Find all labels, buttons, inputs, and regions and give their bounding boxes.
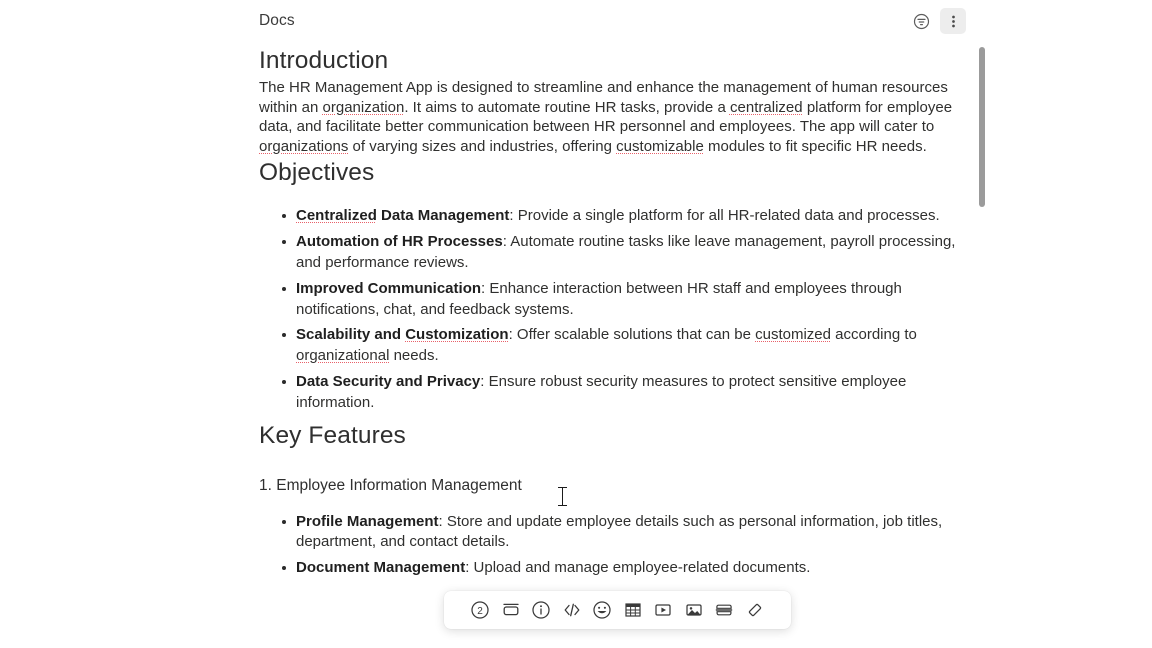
divider-button[interactable]	[712, 598, 736, 622]
list-item: Scalability and Customization: Offer scalable solutions that can be customized according to organizational needs.	[296, 325, 971, 367]
filter-circle-icon	[913, 13, 930, 30]
callout-box-icon	[501, 600, 521, 620]
list-item-text: : Ensure robust security measures to protect sensitive employee information.	[296, 372, 907, 411]
document-scrollbar-thumb[interactable]	[979, 47, 985, 207]
list-item	[296, 512, 971, 554]
emoji-smiley-icon	[592, 600, 612, 620]
video-player-icon	[653, 600, 673, 620]
list-item-term: Document Management	[296, 559, 466, 577]
document-body[interactable]	[259, 44, 971, 648]
clear-formatting-button[interactable]	[743, 598, 767, 622]
callout-box-button[interactable]	[499, 598, 523, 622]
heading-two-button[interactable]	[468, 598, 492, 622]
document-header	[0, 0, 1152, 42]
list-item	[296, 372, 971, 414]
table-grid-icon	[623, 600, 643, 620]
breadcrumb[interactable]: Docs	[259, 12, 295, 29]
list-item-text: : Enhance interaction between HR staff and employees through notifications, chat, and feedback systems.	[296, 279, 902, 318]
info-circle-icon	[531, 600, 551, 620]
numbered-subsection-title: 1. Employee Information Management	[259, 476, 522, 494]
key-features-list	[259, 512, 971, 579]
section-heading-key-features: Key Features	[259, 421, 406, 449]
list-item	[296, 232, 971, 274]
objectives-list	[259, 206, 971, 413]
code-block-button[interactable]	[560, 598, 584, 622]
document-scrollbar-track[interactable]	[978, 44, 986, 644]
emoji-button[interactable]	[590, 598, 614, 622]
image-button[interactable]	[682, 598, 706, 622]
list-item	[296, 558, 971, 579]
list-item-text: : Store and update employee details such as personal information, job titles, department, and contact details.	[296, 512, 943, 551]
section-heading-objectives: Objectives	[259, 159, 375, 187]
floating-insert-toolbar[interactable]	[444, 591, 791, 629]
list-item-text: : Automate routine tasks like leave management, payroll processing, and performance reviews.	[296, 233, 956, 271]
introduction-paragraph: The HR Management App is designed to streamline and enhance the management of human resources within an organization. It aims to automate routine HR tasks, provide a centralized platform for employee data, and facilitate better communication between HR personnel and employees. The app will cater to organizations of varying sizes and industries, offering customizable modules to fit specific HR needs.	[259, 79, 953, 155]
list-item-text: : Provide a single platform for all HR-related data and processes.	[509, 207, 940, 225]
divider-rule-icon	[714, 600, 734, 620]
list-item-term: Data Security and Privacy	[296, 372, 481, 390]
list-item-term: Automation of HR Processes	[296, 233, 503, 251]
svg-text:2: 2	[477, 606, 483, 617]
info-circle-button[interactable]	[529, 598, 553, 622]
eraser-icon	[745, 600, 765, 620]
more-options-icon	[946, 14, 961, 29]
list-item	[296, 279, 971, 321]
filter-circle-button[interactable]	[908, 8, 934, 34]
list-item-term: Improved Communication	[296, 279, 482, 297]
list-item: Centralized Data Management: Provide a single platform for all HR-related data and processes.	[296, 206, 971, 227]
image-picture-icon	[684, 600, 704, 620]
code-block-icon	[562, 600, 582, 620]
header-actions	[908, 8, 966, 34]
heading-two-icon	[470, 600, 490, 620]
section-heading-introduction: Introduction	[259, 47, 389, 74]
more-options-button[interactable]	[940, 8, 966, 34]
list-item-text: : Upload and manage employee-related documents.	[465, 559, 811, 577]
video-button[interactable]	[651, 598, 675, 622]
list-item-term: Profile Management	[296, 512, 439, 530]
table-button[interactable]	[621, 598, 645, 622]
